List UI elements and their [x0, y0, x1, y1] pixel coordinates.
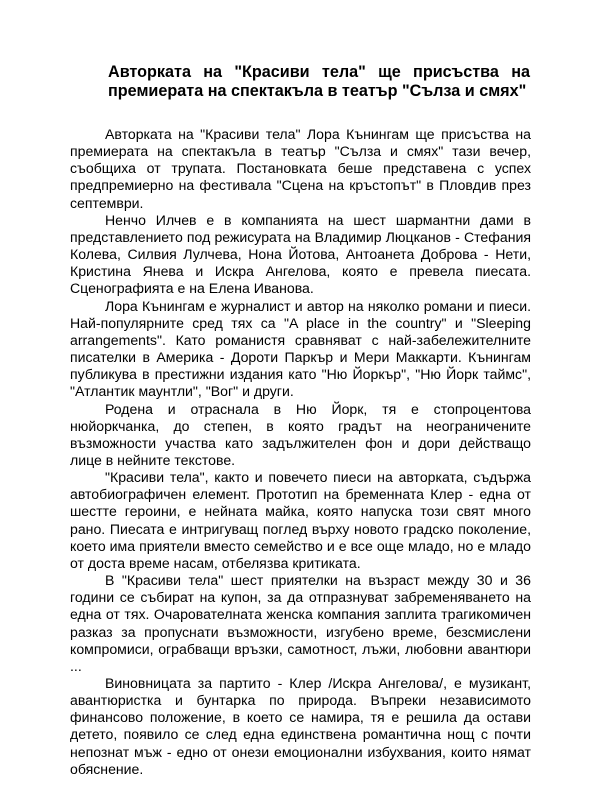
paragraph: В "Красиви тела" шест приятелки на възраст между 30 и 36 години се събират на купон, за да отпразнуват забременяването на една от тях. Очарователната женска компания заплита трагикомичен разказ за пропуснати възможности, изгубено време, безсмислени компромиси, ограбващи връзки, самотност, лъжи, любовни авантюри ...	[70, 572, 531, 674]
paragraph: Родена и отраснала в Ню Йорк, тя е стопроцентова нюйоркчанка, до степен, в която градът на неограничените възможности участва като задължителен фон и дори действащо лице в нейните текстове.	[70, 400, 531, 468]
paragraph: Виновницата за партито - Клер /Искра Ангелова/, е музикант, авантюристка и бунтарка по природа. Въпреки независимото финансово положение, в което се намира, тя е решила да остави детето, появило се след една единствена романтична нощ с почти непознат мъж - едно от онези емоционални избухвания, които нямат обяснение.	[70, 675, 531, 777]
article-title: Авторката на "Красиви тела" ще присъства на премиерата на спектакъла в театър "Сълза и смях"	[108, 63, 530, 100]
paragraph: "Красиви тела", както и повечето пиеси на авторката, съдържа автобиографичен елемент. Прототип на бременната Клер - една от шестте героини, е нейната майка, която напуска този свят много рано. Пиесата е интригуващ поглед върху новото градско поколение, което има приятели вместо семейство и е все още младо, но е младо от доста време насам, отбелязва критиката.	[70, 469, 531, 571]
paragraph: Авторката на "Красиви тела" Лора Кънингам ще присъства на премиерата на спектакъла в театър "Сълза и смях" тази вечер, съобщиха от трупата. Постановката беше представена с успех предпремиерно на фестивала "Сцена на кръстопът" в Пловдив през септември.	[70, 126, 531, 211]
article-body	[70, 126, 531, 778]
paragraph: Лора Кънингам е журналист и автор на няколко романи и пиеси. Най-популярните сред тях са "A place in the country" и "Sleeping arrangements". Като романистя сравняват с най-забележителните писателки в Америка - Дороти Паркър и Мери Маккарти. Кънингам публикува в престижни издания като "Ню Йоркър", "Ню Йорк таймс", "Атлантик маунтли", "Вог" и други.	[70, 297, 531, 400]
paragraph: Ненчо Илчев е в компанията на шест шармантни дами в представлението под режисурата на Владимир Люцканов - Стефания Колева, Силвия Лулчева, Нона Йотова, Антоанета Доброва - Нети, Кристина Янева и Искра Ангелова, която е превела пиесата. Сценографията е на Елена Иванова.	[70, 211, 531, 297]
